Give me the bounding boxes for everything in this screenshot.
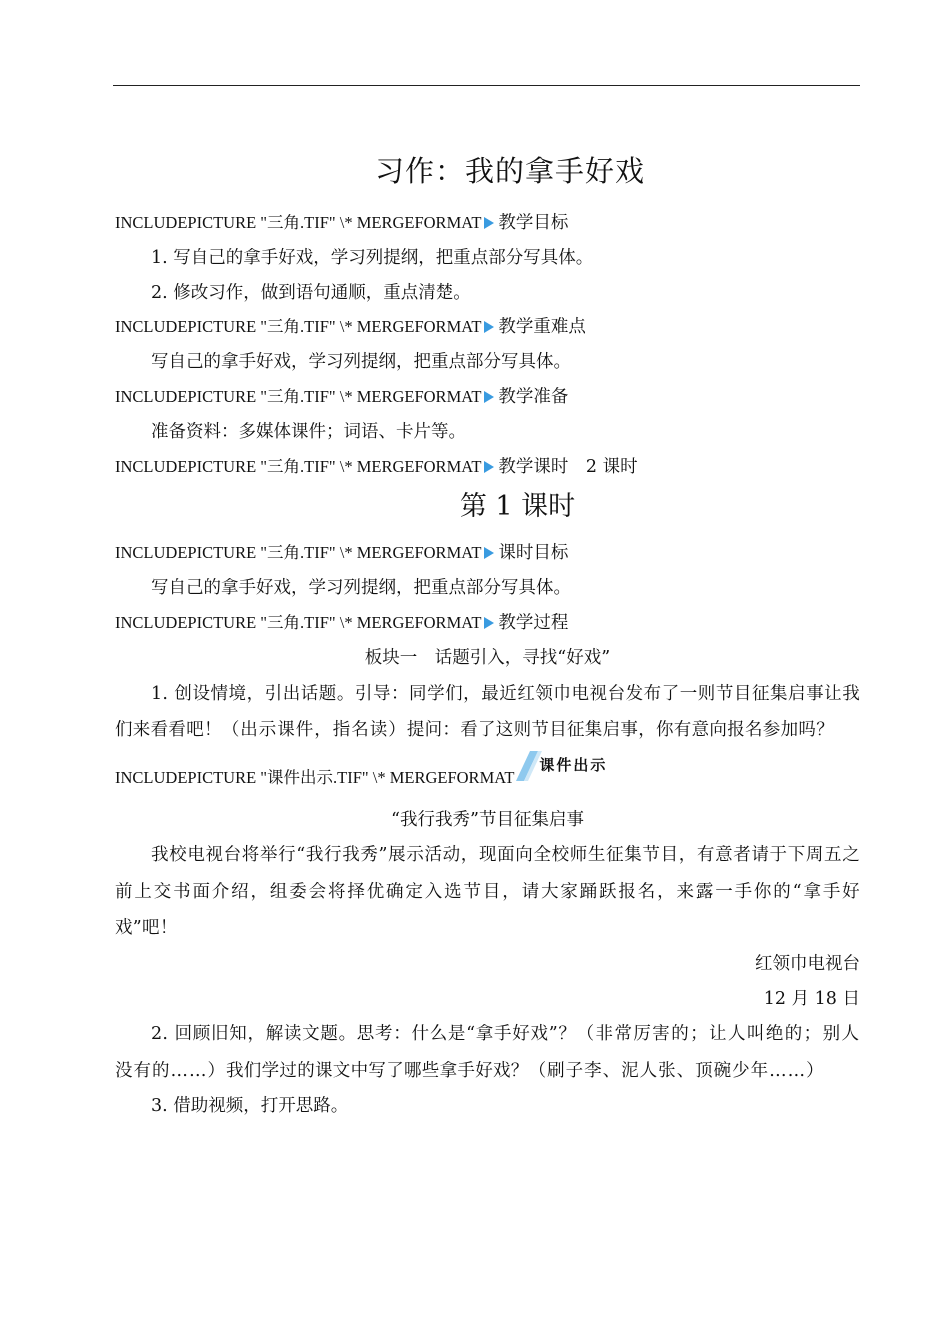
step-1-note: （出示课件，指名读） [221, 720, 407, 741]
goal-item-1: 1. 写自己的拿手好戏，学习列提纲，把重点部分写具体。 [151, 247, 594, 268]
page-title: 习作：我的拿手好戏 [374, 154, 645, 188]
step-2-mid: 我们学过的课文中写了哪些拿手好戏？ [226, 1060, 529, 1081]
courseware-badge-label: 课件出示 [539, 755, 608, 774]
notice-body: 我校电视台将举行“我行我秀”展示活动，现面向全校师生征集节目，有意者请于下周五之前上交书面介绍，组委会将择优确定入选节目，请大家踊跃报名，来露一手你的“拿手好戏”吧！ [115, 845, 860, 939]
triangle-icon [484, 321, 494, 333]
document-page [115, 150, 860, 1124]
step-2-main: 2. 回顾旧知，解读文题。思考：什么是“拿手好戏”？ [151, 1024, 577, 1045]
keypoints-text: 写自己的拿手好戏，学习列提纲，把重点部分写具体。 [151, 352, 571, 373]
courseware-heading [115, 755, 860, 799]
triangle-icon [484, 617, 494, 629]
include-marker: INCLUDEPICTURE "三角.TIF" \* MERGEFORMAT [115, 317, 482, 337]
step-1-main: 1. 创设情境，引出话题。引导：同学们，最近红领巾电视台发布了一则节目征集启事让我们来看看吧！ [115, 683, 860, 741]
hours-label: 教学课时 2 课时 [498, 456, 638, 477]
triangle-icon [484, 461, 494, 473]
prep-text: 准备资料：多媒体课件；词语、卡片等。 [151, 421, 466, 442]
triangle-icon [484, 547, 494, 559]
courseware-badge [514, 755, 609, 785]
header-rule [113, 85, 860, 86]
step-2-note-1: （非常厉害的；让人叫绝的；别人没有的……） [115, 1024, 861, 1081]
lesson-goal-text: 写自己的拿手好戏，学习列提纲，把重点部分写具体。 [151, 578, 571, 599]
section-heading-process [115, 606, 860, 641]
lesson-title: 第 1 课时 [459, 491, 576, 523]
step-1-tail: 提问：看了这则节目征集启事，你有意向报名参加吗？ [406, 720, 835, 741]
include-marker: INCLUDEPICTURE "三角.TIF" \* MERGEFORMAT [115, 213, 482, 232]
include-marker: INCLUDEPICTURE "三角.TIF" \* MERGEFORMAT [115, 543, 482, 563]
lesson-goal-label: 课时目标 [498, 543, 569, 564]
section-heading-keypoints [115, 310, 860, 345]
notice-title: “我行我秀”节目征集启事 [391, 809, 584, 830]
include-marker: INCLUDEPICTURE "三角.TIF" \* MERGEFORMAT [115, 612, 482, 632]
section-heading-prep [115, 380, 860, 415]
step-3: 3. 借助视频，打开思路。 [151, 1096, 349, 1117]
courseware-marker: INCLUDEPICTURE "课件出示.TIF" \* MERGEFORMAT [115, 767, 515, 787]
step-2-note-2: （刷子李、泥人张、顶碗少年……） [528, 1060, 825, 1081]
goals-label: 教学目标 [498, 213, 569, 233]
goal-item-2: 2. 修改习作，做到语句通顺，重点清楚。 [151, 282, 471, 303]
process-label: 教学过程 [498, 612, 569, 633]
section-heading-goals [115, 206, 860, 241]
block-title: 板块一 话题引入，寻找“好戏” [364, 647, 611, 668]
keypoints-label: 教学重难点 [498, 317, 586, 338]
triangle-icon [484, 391, 494, 403]
section-heading-lesson-goal [115, 536, 860, 571]
include-marker: INCLUDEPICTURE "三角.TIF" \* MERGEFORMAT [115, 456, 482, 476]
include-marker: INCLUDEPICTURE "三角.TIF" \* MERGEFORMAT [115, 386, 482, 406]
triangle-icon [484, 217, 494, 229]
notice-date: 12 月 18 日 [763, 988, 860, 1009]
prep-label: 教学准备 [498, 386, 569, 407]
step-1-paragraph [115, 676, 860, 749]
section-heading-hours [115, 450, 860, 485]
notice-signature: 红领巾电视台 [755, 953, 860, 974]
step-2-paragraph [115, 1016, 860, 1089]
